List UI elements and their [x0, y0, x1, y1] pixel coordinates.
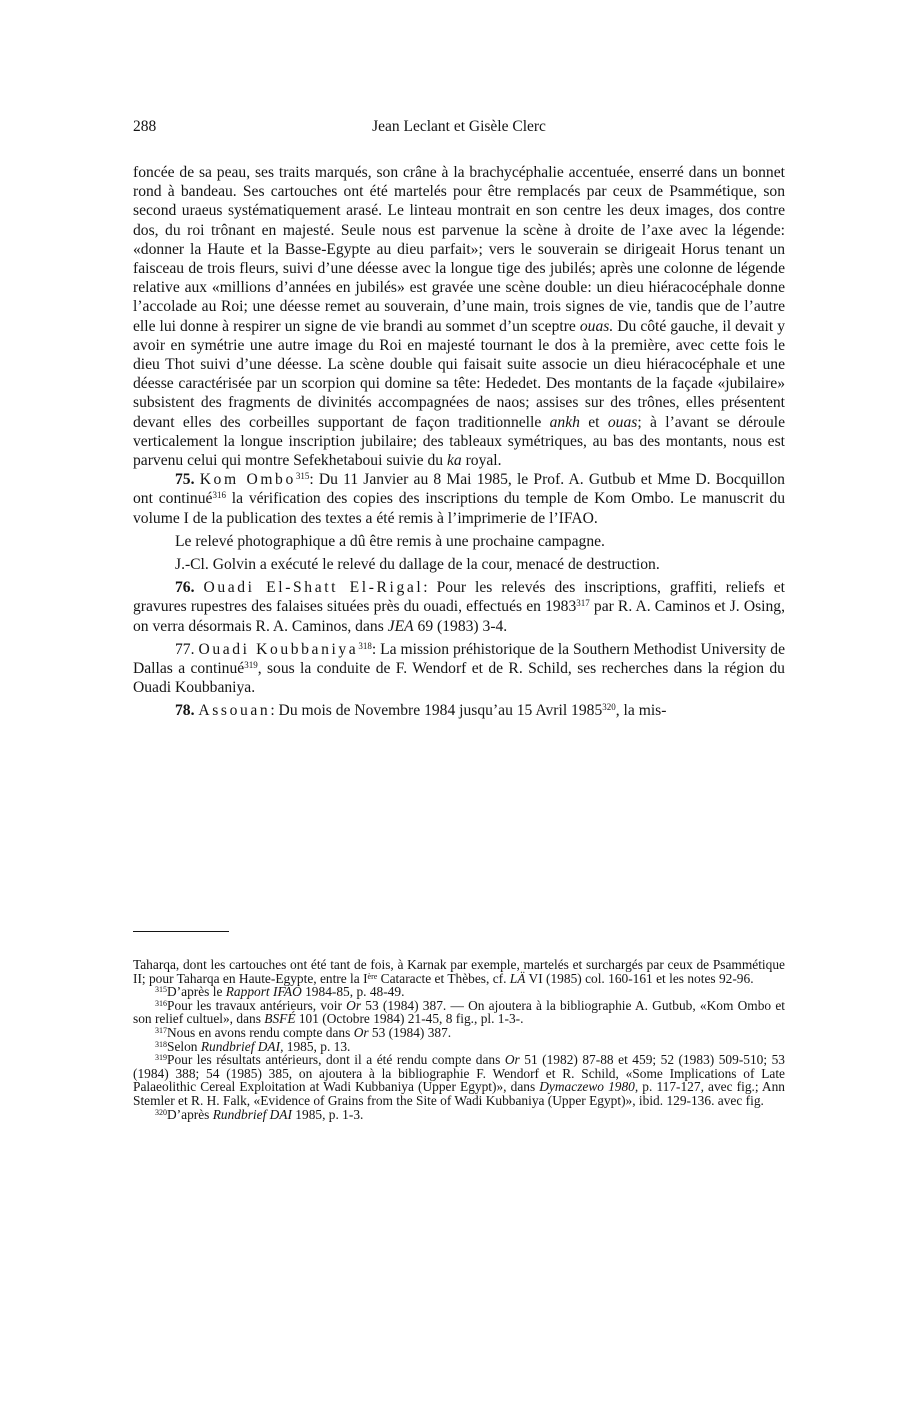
- footnote-318: $^{318}$Selon Rundbrief DAI, 1985, p. 13.: [155, 1038, 351, 1054]
- footnote-317: $^{317}$Nous en avons rendu compte dans Or 53 (1984) 387.: [155, 1024, 452, 1040]
- main-text: [133, 163, 785, 721]
- paragraph-continued: foncée de sa peau, ses traits marqués, son crâne à la brachycéphalie accentuée, enserré dans un bonnet rond à bandeau. Ses cartouches ont été martelés pour être remplacés par ceux de Psammétique, son second uraeus systématiquement arasé. Le linteau montrait en son centre les deux images, dos contre dos, du roi trônant en majesté. Seule nous est parvenue la scène à droite de l’axe avec la légende: «donner la Haute et la Basse-Egypte au dieu parfait»; vers le souverain se dirigeait Horus tenant un faisceau de trois fleurs, suivi d’une déesse avec la longue tige des jubilés; après une colonne de légende relative aux «millions d’années en jubilés» est gravée une scène double: un dieu hiéracocéphale donne l’accolade au Roi; une déesse remet au souverain, d’une main, trois signes de vie, tandis que de l’autre elle lui donne à respirer un signe de vie brandi au sommet d’un sceptre ouas. Du côté gauche, il devait y avoir en symétrie une autre image du Roi en majesté tournant le dos à la première, avec cette fois le dieu Thot suivi d’une déesse. La scène double qui faisait suite associe un dieu hiéracocéphale et une déesse caractérisée par un scorpion qui domine sa tête: Hededet. Des montants de la façade «jubilaire» subsistent des fragments de divinités accompagnées de naos; assises sur des trônes, elles présentent devant elles des corbeilles supportant de façon traditionnelle ankh et ouas; à l’avant se déroule verticalement la longue inscription jubilaire; des tableaux symétriques, au bas des montants, nous est parvenu celui qui montre Sefekhetaboui suivie du ka royal.: [133, 164, 785, 470]
- paragraph-golvin: J.-Cl. Golvin a exécuté le relevé du dallage de la cour, menacé de destruction.: [175, 556, 660, 574]
- page-header: [133, 118, 785, 138]
- footnote-ref: 319: [244, 660, 258, 671]
- footnotes: [133, 958, 785, 1121]
- section-77-ouadi-koubbaniya: 77. Ouadi Koubbaniya$^{318}$: La mission préhistorique de la Southern Methodist University de Dallas a continué$^{319}$, sous la conduite de F. Wendorf et de R. Schild, ses recherches dans la région du Ouadi Koubbaniya.: [133, 640, 785, 697]
- footnote-number: 319: [155, 1053, 167, 1063]
- site-name: Kom Ombo: [199, 471, 296, 489]
- footnote-ref: 316: [212, 490, 226, 501]
- site-name: Assouan: [198, 702, 271, 720]
- page-number: 288: [133, 118, 157, 135]
- footnote-316: $^{316}$Pour les travaux antérieurs, voir Or 53 (1984) 387. — On ajoutera à la bibliographie A. Gutbub, «Kom Ombo et son relief cultuel», dans BSFÉ 101 (Octobre 1984) 21-45, 8 fig., pl. 1-3-.: [133, 997, 785, 1027]
- footnote-number: 316: [155, 998, 167, 1008]
- footnote-ref: 317: [576, 598, 590, 609]
- footnote-ref: 315: [295, 471, 310, 482]
- running-head: Jean Leclant et Gisèle Clerc: [372, 118, 546, 135]
- section-76-ouadi-el-shatt: 76. Ouadi El-Shatt El-Rigal: Pour les relevés des inscriptions, graffiti, reliefs et gravures rupestres des falaises situées près du ouadi, effectués en 1983$^{317}$ par R. A. Caminos et J. Osing, on verra désormais R. A. Caminos, dans JEA 69 (1983) 3-4.: [133, 579, 785, 635]
- paragraph-photo-survey: Le relevé photographique a dû être remis à une prochaine campagne.: [175, 532, 605, 550]
- section-78-assouan: 78. Assouan: Du mois de Novembre 1984 jusqu’au 15 Avril 1985$^{320}$, la mis-: [175, 702, 667, 720]
- site-name: Ouadi El-Shatt El-Rigal: [203, 579, 424, 597]
- site-name: Ouadi Koubbaniya: [198, 640, 359, 658]
- section-number: 75.: [175, 471, 195, 489]
- footnote-ref: 318: [358, 640, 372, 651]
- footnote-320: $^{320}$D’après Rundbrief DAI 1985, p. 1-3.: [155, 1106, 364, 1122]
- section-number: 77.: [175, 640, 195, 658]
- footnote-number: 315: [155, 985, 167, 995]
- section-number: 78.: [175, 702, 195, 720]
- footnote-number: 317: [155, 1025, 167, 1035]
- footnote-number: 320: [155, 1107, 167, 1117]
- footnote-315: $^{315}$D’après le Rapport IFAO 1984-85, p. 48-49.: [155, 984, 405, 1000]
- footnote-number: 318: [155, 1039, 167, 1049]
- footnote-separator: [133, 931, 229, 932]
- section-75-kom-ombo: 75. Kom Ombo$^{315}$: Du 11 Janvier au 8 Mai 1985, le Prof. A. Gutbub et Mme D. Bocquillon ont continué$^{316}$ la vérification des copies des inscriptions du temple de Kom Ombo. Le manuscrit du volume I de la publication des textes a été remis à l’imprimerie de l’IFAO.: [133, 471, 785, 527]
- section-number: 76.: [175, 579, 195, 597]
- footnote-ref: 320: [602, 702, 616, 713]
- footnote-319: $^{319}$Pour les résultats antérieurs, dont il a été rendu compte dans Or 51 (1982) 87-88 et 459; 52 (1983) 509-510; 53 (1984) 388; 54 (1985) 385, on ajoutera à la bibliographie F. Wendorf et R. Schild, «Some Implications of Late Palaeolithic Cereal Exploitation at Wadi Kubbaniya (Upper Egypt)», dans Dymaczewo 1980, p. 117-127, avec fig.; Ann Stemler et R. H. Falk, «Evidence of Grains from the Site of Wadi Kubbaniya (Upper Egypt)», ibid. 129-136. avec fig.: [133, 1052, 785, 1108]
- footnote-continued: Taharqa, dont les cartouches ont été tant de fois, à Karnak par exemple, martelés et surchargés par ceux de Psammétique II; pour Taharqa en Haute-Egypte, entre la Ière Cataracte et Thèbes, cf. LÄ VI (1985) col. 160-161 et les notes 92-96.: [133, 957, 785, 986]
